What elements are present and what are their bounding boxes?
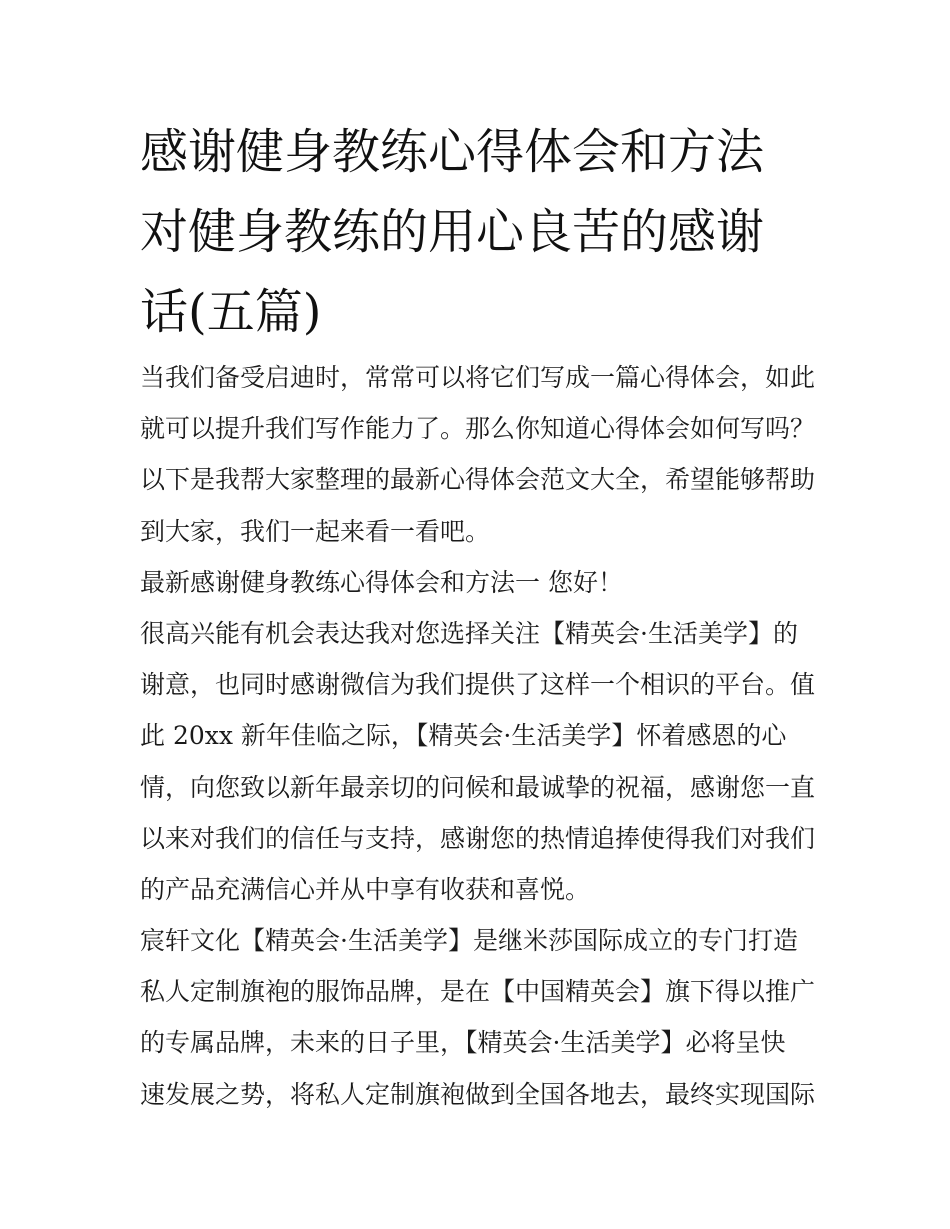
title-line: 话(五篇): [140, 284, 322, 340]
document-body: [140, 352, 820, 1120]
body-line: 当我们备受启迪时，常常可以将它们写成一篇心得体会，如此: [140, 363, 816, 392]
body-line: 的产品充满信心并从中享有收获和喜悦。: [140, 874, 591, 904]
body-line: 以下是我帮大家整理的最新心得体会范文大全，希望能够帮助: [140, 465, 816, 495]
body-line: 宸轩文化【精英会·生活美学】是继米莎国际成立的专门打造: [140, 926, 798, 956]
body-line: 此 20xx 新年佳临之际，【精英会·生活美学】怀着感恩的心: [140, 721, 787, 751]
body-line: 很高兴能有机会表达我对您选择关注【精英会·生活美学】的: [140, 618, 798, 648]
body-line: 谢意，也同时感谢微信为我们提供了这样一个相识的平台。值: [140, 670, 816, 700]
title-line: 感谢健身教练心得体会和方法: [140, 124, 765, 180]
body-line: 以来对我们的信任与支持，感谢您的热情追捧使得我们对我们: [140, 823, 816, 853]
document-title: [140, 112, 820, 352]
body-line: 到大家，我们一起来看一看吧。: [140, 516, 491, 546]
body-line: 情，向您致以新年最亲切的问候和最诚挚的祝福，感谢您一直: [140, 772, 816, 802]
body-line: 私人定制旗袍的服饰品牌，是在【中国精英会】旗下得以推广: [140, 977, 816, 1007]
section-heading-line: 最新感谢健身教练心得体会和方法一 您好！: [140, 567, 623, 597]
body-line: 速发展之势，将私人定制旗袍做到全国各地去，最终实现国际: [140, 1079, 816, 1109]
body-line: 的专属品牌，未来的日子里，【精英会·生活美学】必将呈快: [140, 1028, 786, 1058]
title-line: 对健身教练的用心良苦的感谢: [140, 204, 765, 260]
body-line: 就可以提升我们写作能力了。那么你知道心得体会如何写吗？: [140, 414, 816, 444]
